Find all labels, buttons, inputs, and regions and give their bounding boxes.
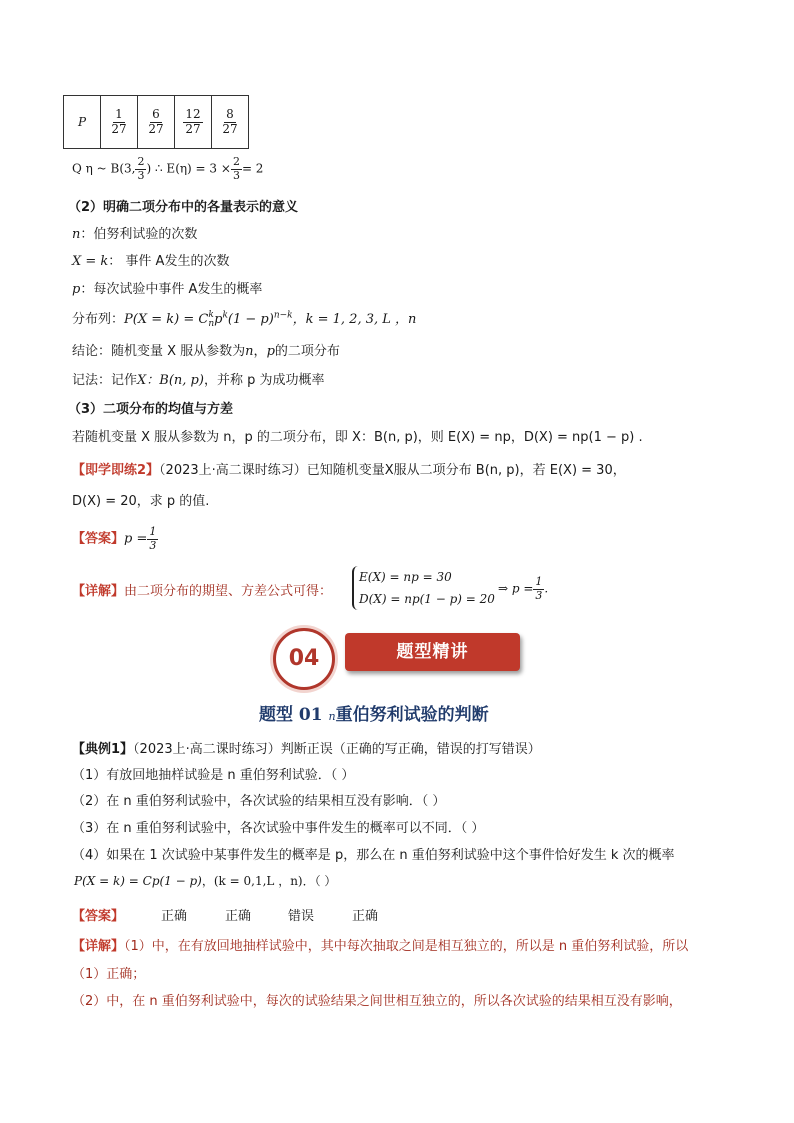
p-definition: p：每次试验中事件 A发生的概率 (72, 282, 263, 297)
answer-1: 【答案】p = $\frac{1}{3}$ (72, 525, 157, 552)
example-item-3: （3）在 n 重伯努利试验中，各次试验中事件发生的概率可以不同．（ ） (72, 821, 485, 836)
section-banner: 题型精讲 (345, 633, 520, 671)
table-cell: $\frac{6}{27}$ (138, 96, 175, 149)
exercise-2-line2: D(X) = 20，求 p 的值. (72, 494, 210, 509)
example-1: 【典例1】（2023上·高二课时练习）判断正误（正确的写正确，错误的打写错误） (72, 742, 541, 757)
detail-1-result: ⇒ p = $\frac{1}{3}$ . (498, 575, 549, 602)
x-definition: X = k： 事件 A发生的次数 (72, 254, 230, 269)
example-item-2: （2）在 n 重伯努利试验中，各次试验的结果相互没有影响．（ ） (72, 794, 446, 809)
example-item-1: （1）有放回地抽样试验是 n 重伯努利试验．（ ） (72, 768, 355, 783)
example-item-4: （4）如果在 1 次试验中某事件发生的概率是 p，那么在 n 重伯努利试验中这个事件恰好发生 k 次的概率 (72, 848, 675, 863)
detail-2-line-1: 【详解】（1）中，在有放回地抽样试验中，其中每次抽取之间是相互独立的，所以是 n 重伯努利试验，所以 (72, 939, 689, 954)
detail-1: 【详解】由二项分布的期望、方差公式可得： (72, 584, 333, 599)
type-01-heading: 题型 01 n重伯努利试验的判断 (259, 705, 489, 725)
answer-2: 【答案】 (72, 909, 125, 924)
table-header-cell: P (64, 96, 101, 149)
detail-2-line-2: （1）正确； (72, 967, 146, 982)
notation-line: 记法：记作X：B(n, p)，并称 p 为成功概率 (72, 373, 325, 388)
exercise-2: 【即学即练2】（2023上·高二课时练习）已知随机变量X服从二项分布 B(n, p)，若 E(X) = 30， (72, 463, 626, 478)
table-cell: $\frac{12}{27}$ (175, 96, 212, 149)
example-item-4-formula: P(X = k) = Cp(1 − p)，(k = 0,1,L ，n)．（ ） (74, 874, 337, 888)
answer-value-2: 正确 (225, 909, 252, 924)
section-2-title: （2）明确二项分布中的各量表示的意义 (68, 200, 299, 215)
answer-value-4: 正确 (352, 909, 379, 924)
section-3-title: （3）二项分布的均值与方差 (68, 402, 234, 417)
mean-variance-line: 若随机变量 X 服从参数为 n，p 的二项分布，即 X：B(n, p)，则 E(X) = np，D(X) = np(1 − p) . (72, 430, 643, 445)
table-cell: $\frac{1}{27}$ (101, 96, 138, 149)
distribution-formula: 分布列：P(X = k) = C k n $p^k(1 - p)^{n-k}$，k = 1, 2, 3, L ，n (72, 309, 417, 329)
detail-2-line-3: （2）中，在 n 重伯努利试验中，每次的试验结果之间世相互独立的，所以各次试验的结果相互没有影响， (72, 994, 682, 1009)
answer-value-3: 错误 (288, 909, 315, 924)
eta-expectation-line: Q η ~ B(3, $\frac{2}{3}$ ) ∴ E(η) = 3 × $\frac{2}{3}$ = 2 (72, 155, 264, 182)
probability-table (63, 95, 249, 149)
table-cell: $\frac{8}{27}$ (212, 96, 249, 149)
answer-value-1: 正确 (161, 909, 188, 924)
section-number-badge: 04 (273, 628, 335, 690)
detail-1-system: E(X) = np = 30 D(X) = np(1 − p) = 20 (352, 566, 495, 610)
n-definition: n：伯努利试验的次数 (72, 227, 198, 242)
conclusion-line: 结论：随机变量 X 服从参数为n，p的二项分布 (72, 344, 340, 359)
